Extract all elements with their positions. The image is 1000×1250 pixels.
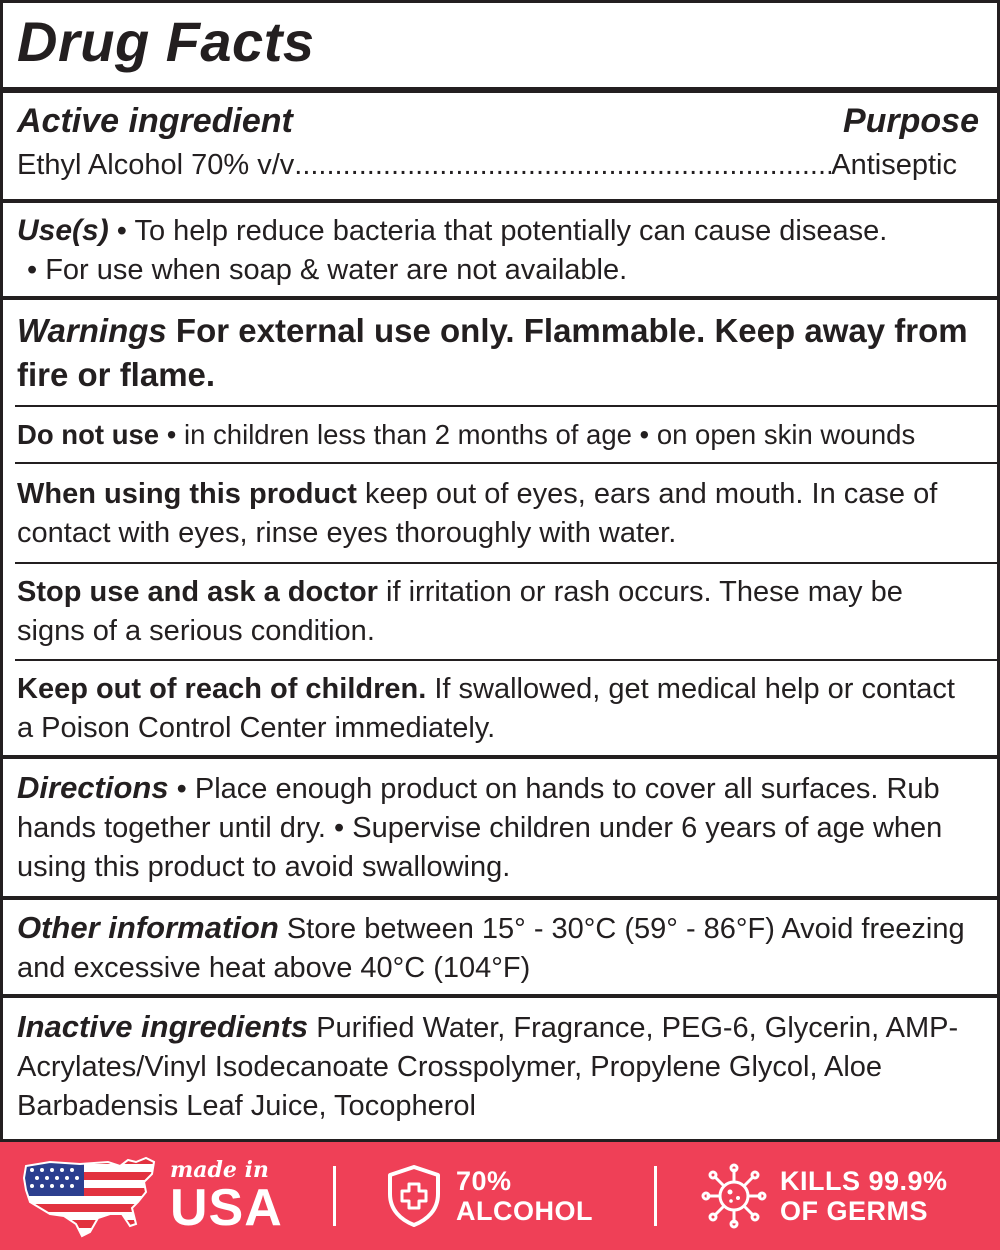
stop-use-section: [17, 573, 977, 651]
stop-use-header: Stop use and ask a doctor: [17, 576, 378, 608]
footer-band: [0, 1142, 1000, 1250]
section-divider: [15, 462, 997, 464]
active-ingredient-row: [17, 146, 957, 185]
section-divider: [3, 994, 997, 998]
warnings-section: [17, 309, 977, 397]
directions-section: [17, 768, 977, 887]
warnings-text: For external use only. Flammable. Keep away from fire or flame.: [17, 312, 968, 393]
uses-header: Use(s): [17, 214, 109, 247]
footer-separator: [654, 1166, 657, 1226]
active-ingredient-name: Ethyl Alcohol 70% v/v: [17, 149, 295, 181]
uses-line-1: • To help reduce bacteria that potentially can cause disease.: [108, 215, 888, 247]
when-using-header: When using this product: [17, 478, 357, 510]
section-divider: [3, 296, 997, 300]
do-not-use-text: • in children less than 2 months of age • on open skin wounds: [159, 419, 916, 450]
warnings-header: Warnings: [17, 312, 167, 349]
active-ingredient-header-row: [17, 101, 979, 141]
other-information-text: Store between 15° - 30°C (59° - 86°F) Avoid freezing and excessive heat above 40°C (104°F): [17, 913, 965, 984]
purpose-header: Purpose: [842, 102, 979, 140]
section-divider: [3, 896, 997, 900]
directions-header: Directions: [17, 770, 169, 805]
page-title: Drug Facts: [17, 10, 315, 73]
section-divider: [3, 755, 997, 759]
stop-use-text: if irritation or rash occurs. These may be signs of a serious condition.: [17, 576, 903, 647]
active-ingredient-purpose: Antiseptic: [831, 149, 957, 181]
alcohol-percent: 70%: [456, 1166, 512, 1196]
when-using-text: keep out of eyes, ears and mouth. In case of contact with eyes, rinse eyes thoroughly with water.: [17, 478, 938, 549]
alcohol-badge: [456, 1166, 593, 1226]
keep-out-header: Keep out of reach of children.: [17, 673, 427, 705]
do-not-use-header: Do not use: [17, 419, 160, 450]
inactive-ingredients-header: Inactive ingredients: [17, 1009, 309, 1044]
active-ingredient-header: Active ingredient: [17, 102, 293, 140]
leader-dots: [294, 146, 831, 185]
made-in-usa-badge: [170, 1157, 283, 1237]
uses-line-2: • For use when soap & water are not available.: [27, 254, 628, 286]
inactive-ingredients-text: Purified Water, Fragrance, PEG-6, Glycerin, AMP-Acrylates/Vinyl Isodecanoate Crosspolymer, Propylene Glycol, Aloe Barbadensis Leaf Juice, Tocopherol: [17, 1012, 959, 1122]
kills-germs-line-2: OF GERMS: [780, 1196, 929, 1226]
section-divider: [15, 562, 997, 564]
shield-cross-icon: [386, 1164, 442, 1228]
kills-germs-badge: [780, 1166, 948, 1226]
footer-separator: [333, 1166, 336, 1226]
keep-out-text: If swallowed, get medical help or contact a Poison Control Center immediately.: [17, 673, 955, 744]
germ-icon: [700, 1162, 768, 1230]
kills-germs-line-1: KILLS 99.9%: [780, 1166, 948, 1196]
other-information-header: Other information: [17, 910, 279, 945]
alcohol-label: ALCOHOL: [456, 1196, 593, 1226]
section-divider: [15, 405, 997, 407]
keep-out-section: [17, 670, 977, 748]
inactive-ingredients-section: [17, 1007, 967, 1126]
title-divider: [3, 87, 997, 93]
usa-flag-map-icon: [20, 1152, 160, 1244]
made-in-label: made in: [170, 1157, 269, 1183]
when-using-section: [17, 475, 977, 553]
directions-text: • Place enough product on hands to cover all surfaces. Rub hands together until dry. • Supervise children under 6 years of age when using this product to avoid swallowing.: [17, 773, 943, 883]
other-information-section: [17, 908, 977, 988]
section-divider: [3, 199, 997, 203]
section-divider: [15, 659, 997, 661]
country-label: USA: [170, 1179, 283, 1237]
uses-section: [17, 211, 977, 290]
do-not-use-section: [17, 416, 977, 454]
